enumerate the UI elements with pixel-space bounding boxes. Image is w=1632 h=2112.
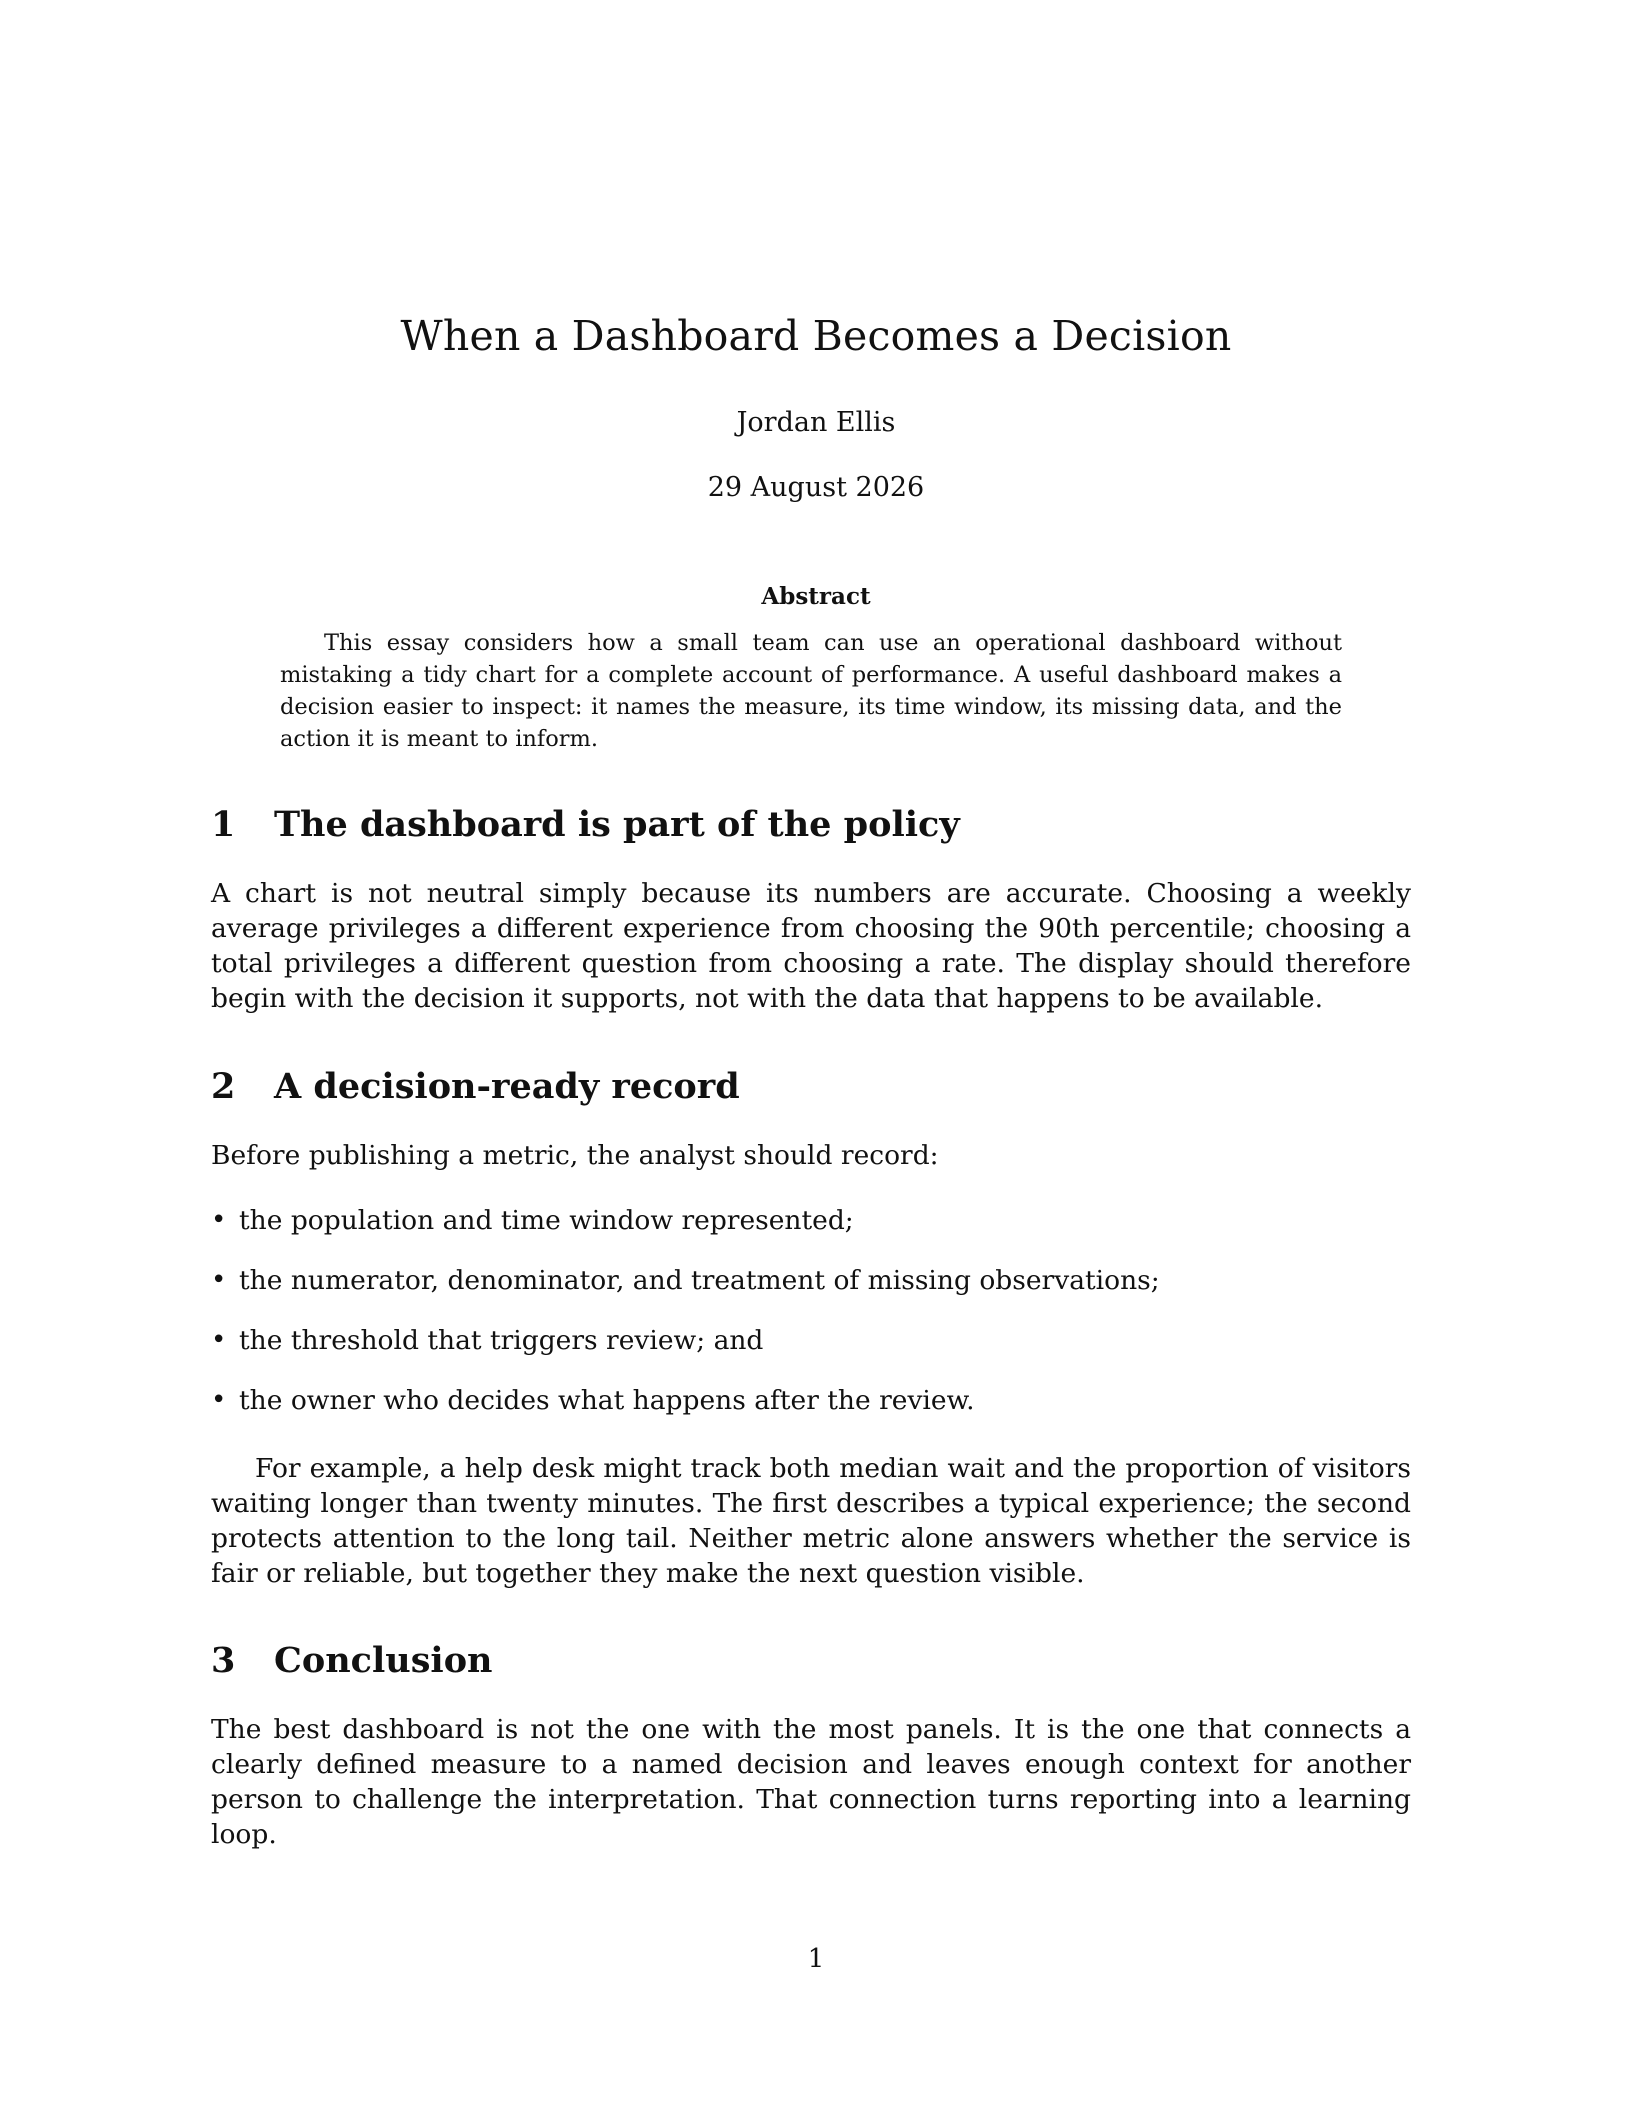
section-2-intro: Before publishing a metric, the analyst should record: — [211, 1140, 939, 1171]
paper-date: 29 August 2026 — [707, 472, 925, 503]
bullet-icon: • — [211, 1325, 227, 1355]
section-1-title: The dashboard is part of the policy — [274, 804, 960, 845]
list-item — [211, 1263, 1411, 1323]
bullet-icon: • — [211, 1205, 227, 1235]
section-2-title: A decision-ready record — [274, 1066, 740, 1107]
list-item-text: the numerator, denominator, and treatment of missing observations; — [239, 1265, 1160, 1296]
abstract-text: This essay considers how a small team can use an operational dashboard without mistaking a tidy chart for a complete account of performance. A useful dashboard makes a decision easier to inspect: it names the measure, its time window, its missing data, and the action it is meant to inform. — [280, 630, 1342, 752]
section-2-heading — [211, 1066, 1411, 1107]
section-1-number: 1 — [211, 804, 236, 845]
list-item — [211, 1323, 1411, 1383]
list-item-text: the owner who decides what happens after the review. — [239, 1385, 975, 1416]
section-1-heading — [211, 804, 1411, 845]
section-3-paragraph: The best dashboard is not the one with the most panels. It is the one that connects a clearly defined measure to a named decision and leaves enough context for another person to challenge the interpretation. That connection turns reporting into a learning loop. — [211, 1714, 1411, 1850]
section-3-title: Conclusion — [274, 1640, 493, 1681]
section-3-heading — [211, 1640, 1411, 1681]
bullet-icon: • — [211, 1385, 227, 1415]
list-item — [211, 1203, 1411, 1263]
list-item-text: the population and time window represented; — [239, 1205, 854, 1236]
section-1-paragraph: A chart is not neutral simply because its numbers are accurate. Choosing a weekly average privileges a different experience from choosing the 90th percentile; choosing a total privileges a different question from choosing a rate. The display should therefore begin with the decision it supports, not with the data that happens to be available. — [211, 878, 1411, 1014]
paper-author: Jordan Ellis — [736, 407, 896, 438]
page-number: 1 — [807, 1944, 825, 1974]
record-checklist — [211, 1203, 1411, 1443]
section-2-number: 2 — [211, 1066, 236, 1107]
list-item-text: the threshold that triggers review; and — [239, 1325, 764, 1356]
abstract-heading: Abstract — [761, 583, 871, 610]
list-item — [211, 1383, 1411, 1443]
section-2-paragraph: For example, a help desk might track both median wait and the proportion of visitors waiting longer than twenty minutes. The first describes a typical experience; the second protects attention to the long tail. Neither metric alone answers whether the service is fair or reliable, but together they make the next question visible. — [211, 1453, 1411, 1589]
section-3-number: 3 — [211, 1640, 236, 1681]
bullet-icon: • — [211, 1265, 227, 1295]
paper-title: When a Dashboard Becomes a Decision — [400, 312, 1232, 360]
